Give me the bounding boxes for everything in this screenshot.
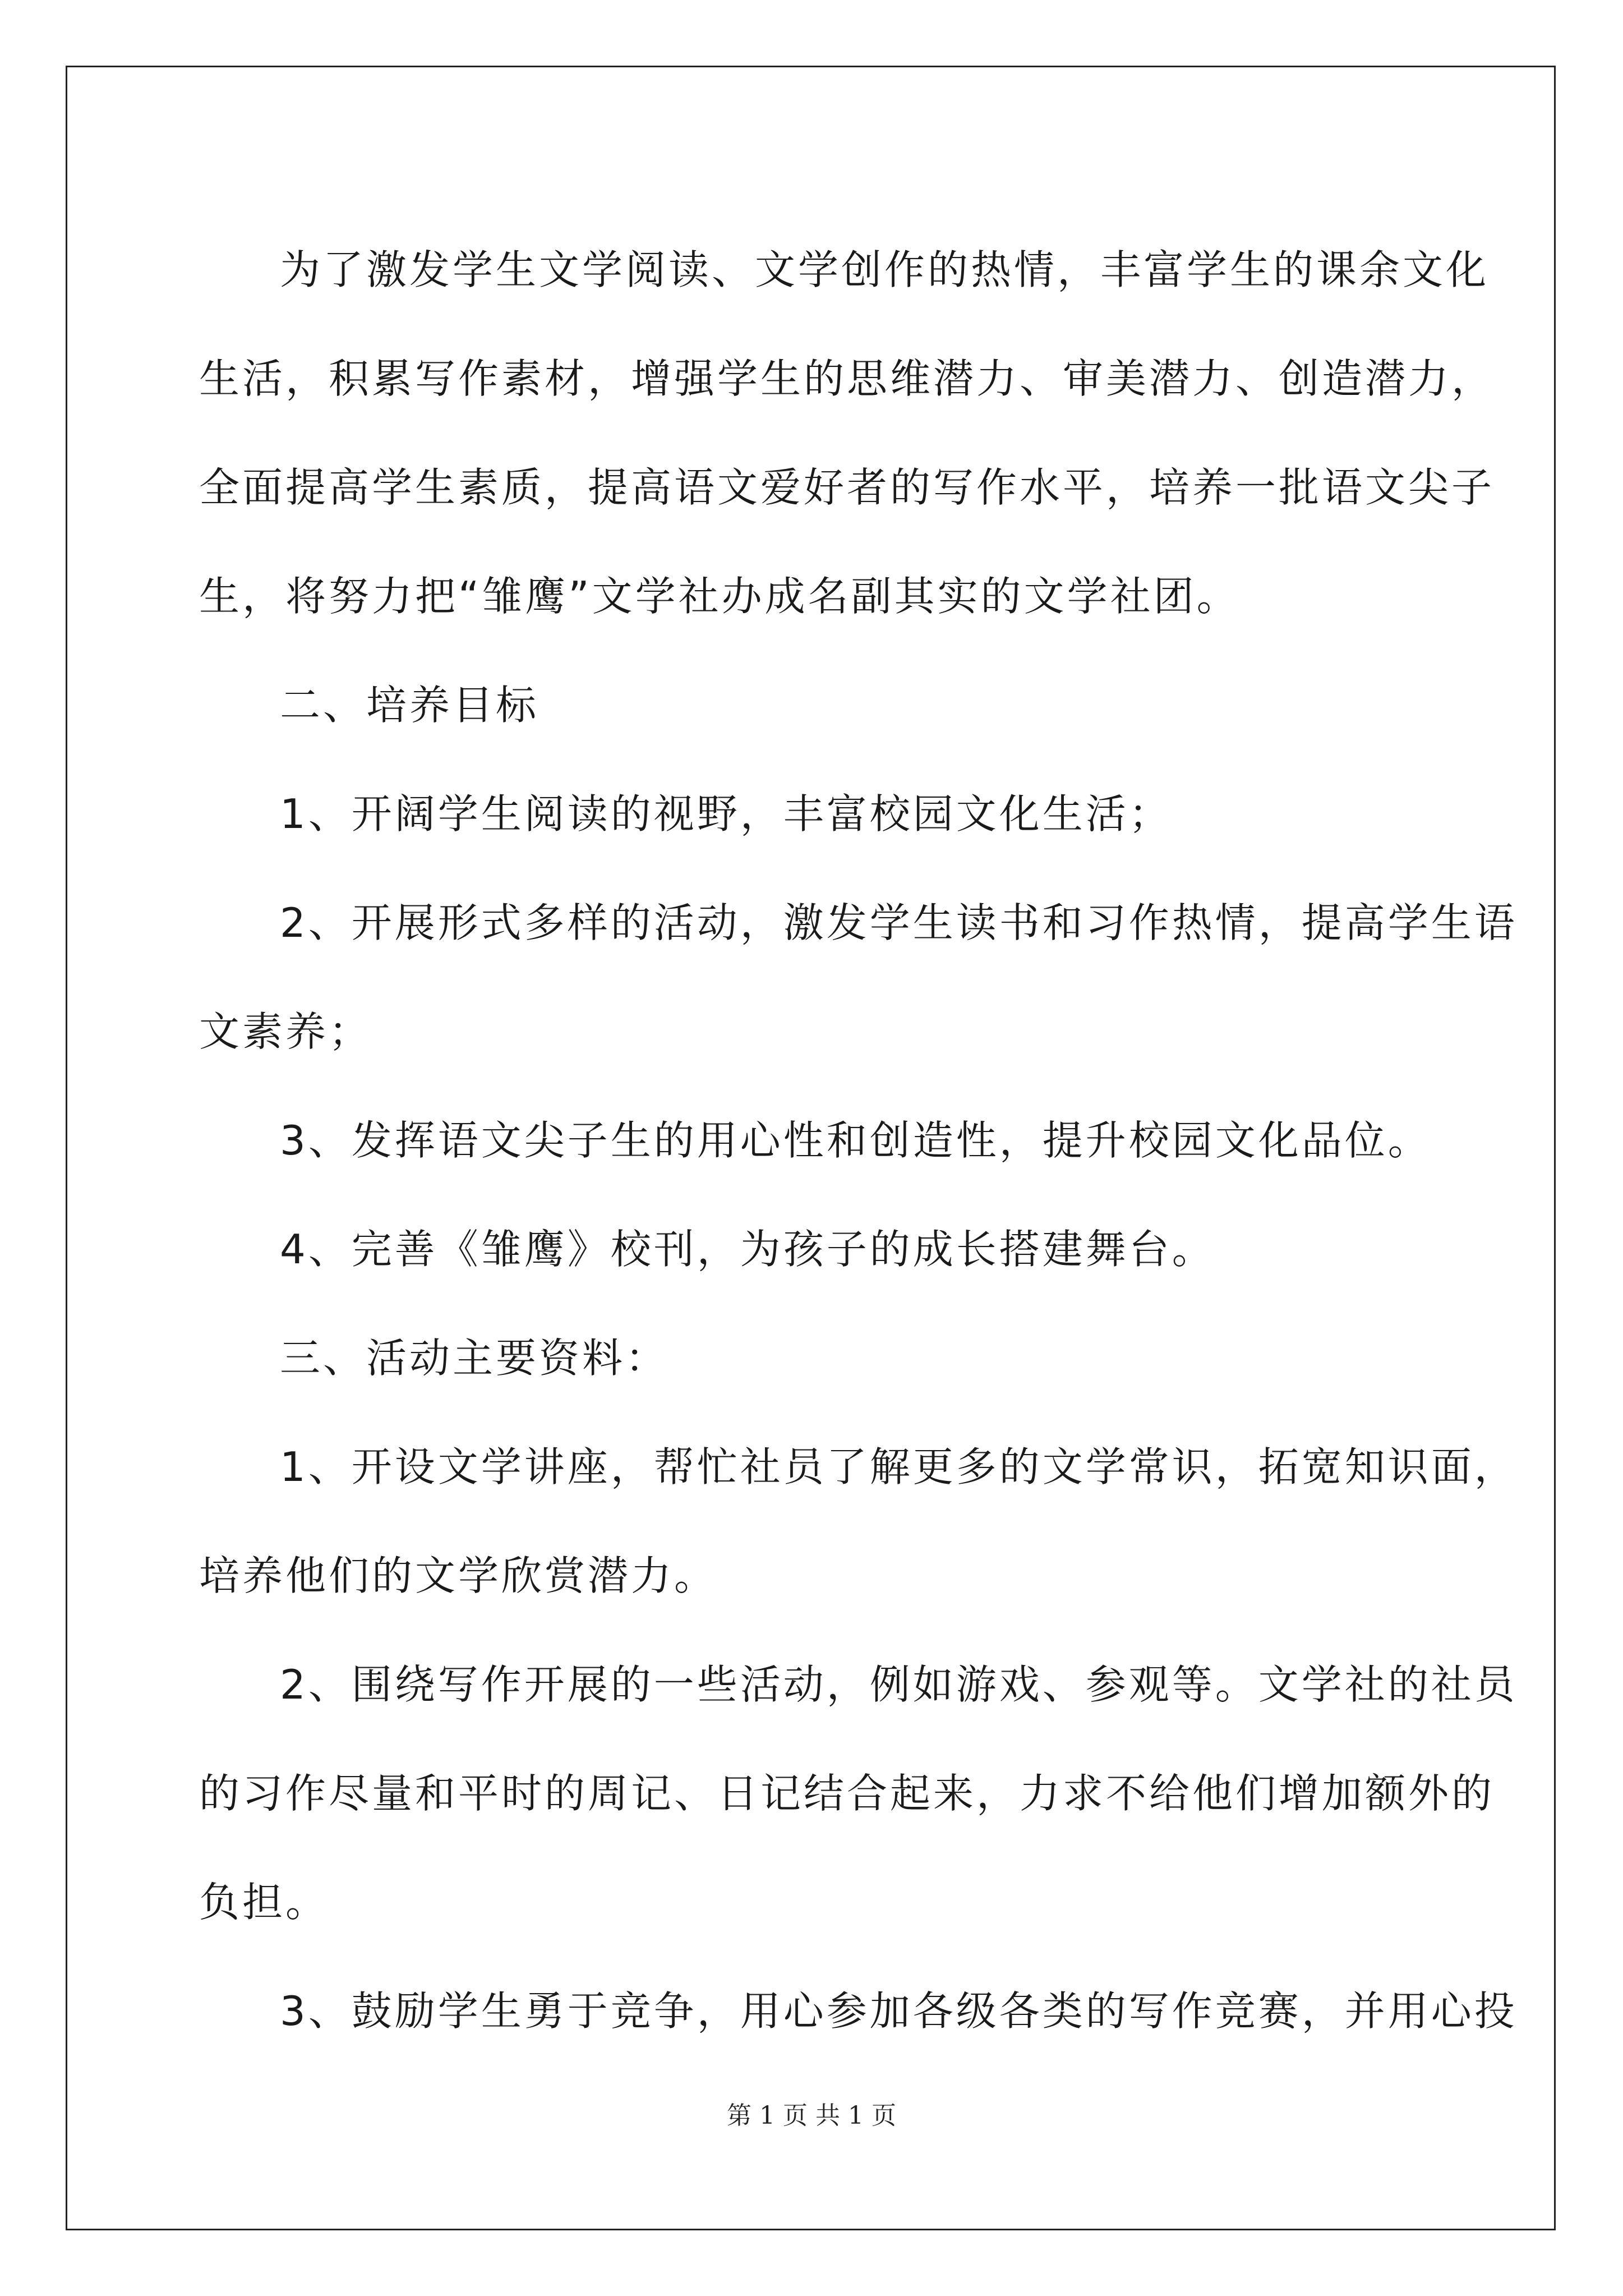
text-line: 全面提高学生素质，提高语文爱好者的写作水平，培养一批语文尖子 (199, 464, 1495, 511)
text-line: 培养他们的文学欣赏潜力。 (199, 1552, 718, 1599)
list-item: 1、开阔学生阅读的视野，丰富校园文化生活； (280, 790, 1172, 838)
section-heading: 二、培养目标 (280, 682, 540, 729)
list-item: 2、开展形式多样的活动，激发学生读书和习作热情，提高学生语 (280, 899, 1518, 946)
text-line: 的习作尽量和平时的周记、日记结合起来，力求不给他们增加额外的 (199, 1770, 1495, 1817)
text-line: 生，将努力把“雏鹰”文学社办成名副其实的文学社团。 (199, 573, 1240, 620)
list-item: 3、发挥语文尖子生的用心性和创造性，提升校园文化品位。 (280, 1117, 1431, 1164)
page-number-footer: 第 1 页 共 1 页 (727, 2101, 896, 2130)
text-line: 负担。 (199, 1879, 329, 1926)
document-body (199, 215, 1518, 2065)
text-line: 为了激发学生文学阅读、文学创作的热情，丰富学生的课余文化 (280, 246, 1490, 293)
text-line: 文素养； (199, 1008, 372, 1055)
list-item: 4、完善《雏鹰》校刊，为孩子的成长搭建舞台。 (280, 1226, 1215, 1273)
section-heading: 三、活动主要资料： (280, 1335, 669, 1382)
list-item: 3、鼓励学生勇于竞争，用心参加各级各类的写作竞赛，并用心投 (280, 1987, 1518, 2035)
list-item: 2、围绕写作开展的一些活动，例如游戏、参观等。文学社的社员 (280, 1661, 1518, 1708)
list-item: 1、开设文学讲座，帮忙社员了解更多的文学常识，拓宽知识面， (280, 1443, 1518, 1490)
text-line: 生活，积累写作素材，增强学生的思维潜力、审美潜力、创造潜力， (199, 355, 1495, 402)
